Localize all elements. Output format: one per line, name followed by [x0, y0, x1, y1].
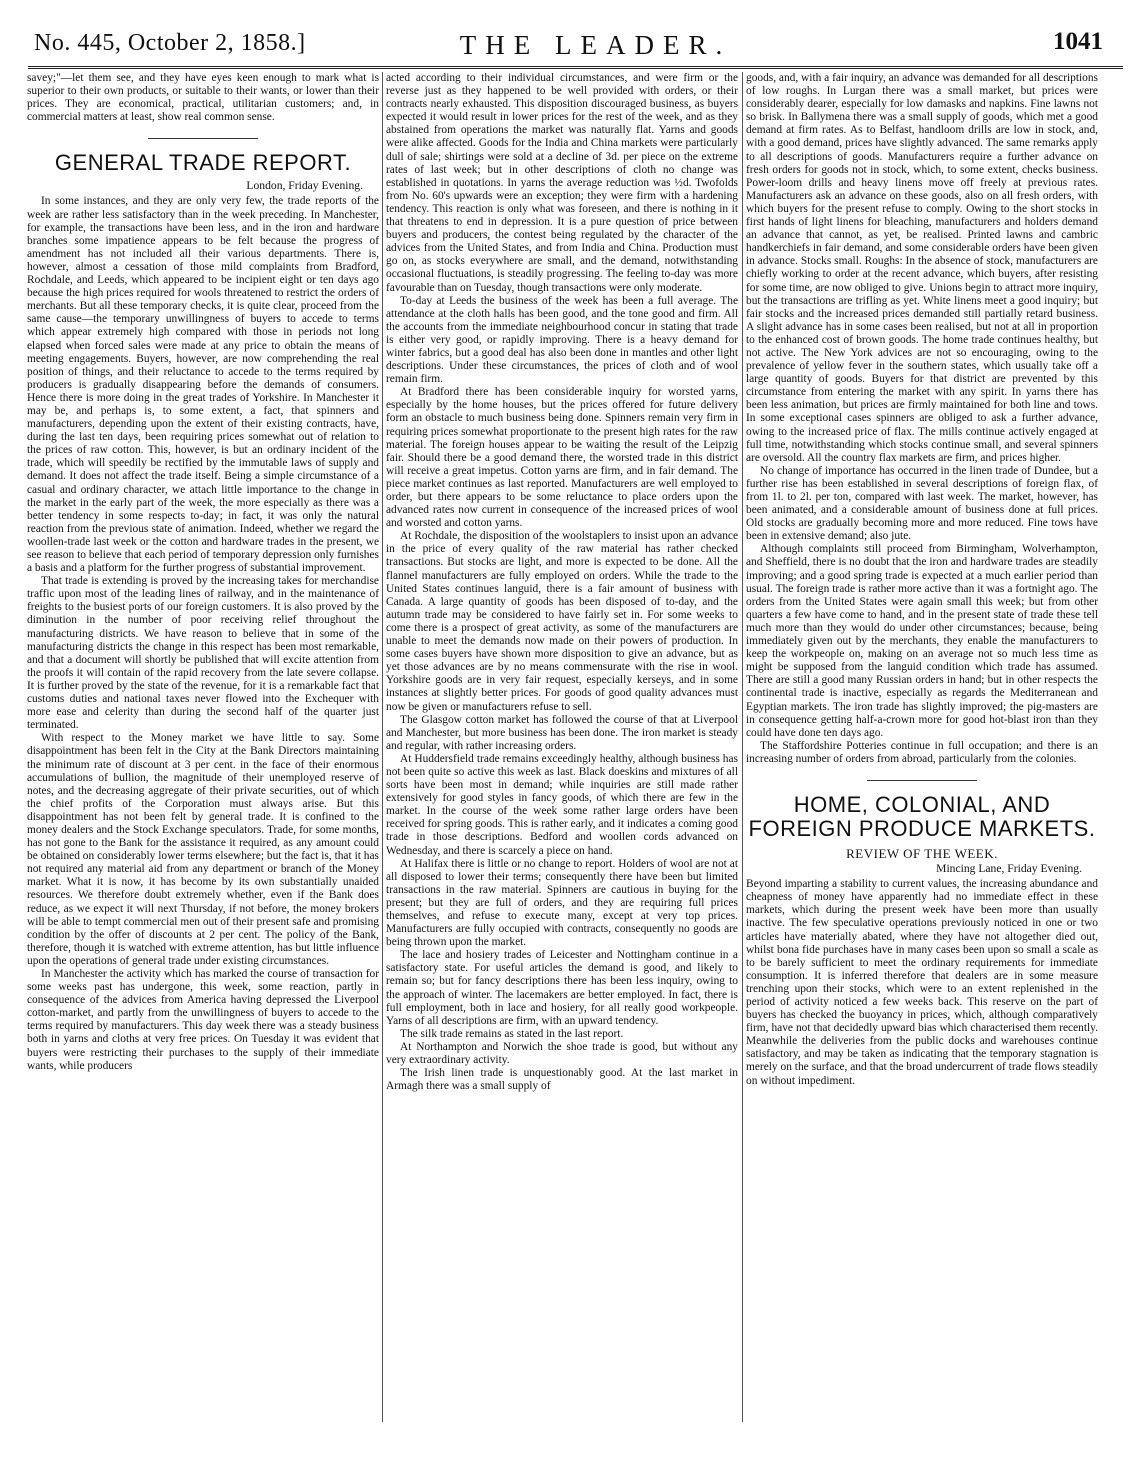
article-paragraph: At Halifax there is little or no change to report. Holders of wool are not at all disposed to lower their terms; consequently there have been but limited transactions in the raw material. Spinners are cautious in buying for the present; but they are full of orders, and they are requiring full prices themselves, and refuse to execute many, except at very top prices. Manufacturers are fully occupied with contracts, consequently no goods are being thrown upon the market.	[386, 857, 738, 949]
article-paragraph: In some instances, and they are only very few, the trade reports of the week are rather less satisfactory than in the week preceding. In Manchester, for example, the transactions have been less, and in the iron and hardware branches some impatience appears to be felt because the progress of amendment has not included all their various departments. There is, however, almost a cessation of those mild complaints from Bradford, Rochdale, and Leeds, which appeared to be incipient eight or ten days ago because the high prices required for wools threatened to restrict the orders of merchants. But all these temporary checks, it is quite clear, proceed from the same cause—the temporary unwillingness of buyers to accede to terms which appear extremely high compared with those in periods not long elapsed when forced sales were made at any price to obtain the means of meeting engagements. Buyers, however, are now comprehending the real position of things, and their reluctance to accede to the terms required by producers is gradually disappearing before the demands of consumers. Hence there is more doing in the great trades of Yorkshire. In Manchester it may be, and perhaps is, to some extent, a fact, that spinners and manufacturers, depending upon the extent of their existing contracts, have, during the last ten days, been requiring prices somewhat out of relation to the prices of raw cotton. This, however, is but an ordinary incident of the trade, which will speedily be rectified by the immutable laws of supply and demand. It does not affect the trade itself. Being a simple circumstance of a casual and ordinary character, we attach little importance to the change in the market in the early part of the week, the more especially as there was a better tendency in some respects to-day; in fact, it was only the natural reaction from the previous state of animation. Indeed, whether we regard the woollen-trade last week or the cotton and hardware trades in the present, we see reason to believe that each period of temporary depression only furnishes a basis and a platform for the further progress of substantial improvement.	[27, 195, 379, 575]
section-subtitle: REVIEW OF THE WEEK.	[846, 845, 998, 861]
section-rule	[148, 138, 258, 139]
column-2	[386, 72, 738, 1422]
article-paragraph: acted according to their individual circumstances, and were firm or the reverse just as they happened to be well provided with orders, or their contracts nearly exhausted. This disposition discouraged business, as buyers expected it would result in lower prices for the rest of the week, and as they abstained from operations the market was naturally flat. Yarns and goods were alike affected. Goods for the India and China markets were particularly dull of sale; shirtings were sold at a decline of 3d. per piece on the extreme rates of last week; but in other descriptions of cloth no change was established in quotations. In yarns the average reduction was ½d. Twofolds from No. 60's upwards were an exception; they were firm with a hardening tendency. This reaction is only what was foreseen, and there is nothing in it that threatens to end in depression. It is a pure question of price between buyers and producers, the contest being regulated by the character of the advices from the United States, and from India and China. Production must go on, as stocks everywhere are small, and the demand, notwithstanding occasional fluctuations, is steadily progressing. The feeling to-day was more favourable than on Tuesday, though transactions were only moderate.	[386, 72, 738, 294]
column-1	[27, 72, 379, 1422]
article-paragraph: At Rochdale, the disposition of the woolstaplers to insist upon an advance in the price of every quality of the raw material has rather checked transactions. But stocks are light, and more is expected to be done. All the flannel manufacturers are fully employed on orders. While the trade to the United States continues languid, there is a fair amount of business with Canada. A large quantity of goods has been disposed of to-day, and the autumn trade may be considered to have fairly set in. For some weeks to come there is a prospect of great activity, as some of the manufacturers are unable to meet the demands now made on their powers of production. In some cases buyers have shown more disposition to give an advance, but as yet those advances are by no means commensurate with the rise in wool. Yorkshire goods are in very fair request, especially kerseys, and in some instances at slightly better prices. For goods of good quality advances must now be given or manufacturers refuse to sell.	[386, 530, 738, 713]
article-paragraph: At Northampton and Norwich the shoe trade is good, but without any very extraordinary activity.	[386, 1040, 738, 1067]
section-rule	[867, 780, 977, 781]
section-title-trade-report: GENERAL TRADE REPORT.	[54, 150, 352, 176]
dateline: Mincing Lane, Friday Evening.	[936, 862, 1082, 876]
article-paragraph: At Huddersfield trade remains exceedingly healthy, although business has not been quite so active this week as last. Black doeskins and mixtures of all sorts have been most in demand; while inquiries are still made rather extensively for good styles in fancy goods, of which there are few in the market. In the course of the week some rather large orders have been received for spring goods. This is rather early, and it indicates a coming good trade in those descriptions. Bedford and woollen cords advanced on Wednesday, and there is scarcely a piece on hand.	[386, 752, 738, 857]
page-number: 1041	[1053, 28, 1103, 55]
article-paragraph: In Manchester the activity which has marked the course of transaction for some weeks past has undergone, this week, some reaction, partly in consequence of the advices from America having depressed the Liverpool cotton-market, and partly from the unwillingness of buyers to accede to the terms required by manufacturers. This day week there was a steady business both in yarns and cloths at very free prices. On Tuesday it was evident that buyers were restricting their purchases to the supply of their immediate wants, while producers	[27, 968, 379, 1072]
article-paragraph: To-day at Leeds the business of the week has been a full average. The attendance at the cloth halls has been good, and the tone good and firm. All the accounts from the immediate neighbourhood concur in stating that trade is either very good, or rapidly improving. There is a heavy demand for winter fabrics, but a good deal has also been done in mantles and other light descriptions. Under these circumstances, the prices of cloth and of wool remain firm.	[386, 294, 738, 386]
masthead-title: THE LEADER.	[459, 30, 732, 60]
page-header	[28, 22, 1123, 66]
article-paragraph: With respect to the Money market we have little to say. Some disappointment has been felt in the City at the Bank Directors maintaining the minimum rate of discount at 3 per cent. in the face of their enormous accumulations of bullion, the magnitude of their unemployed reserve of notes, and the decreasing aggregate of their private securities, out of which the chief profits of the Corporation must always arise. But this disappointment has not been felt by general trade. It is confined to the money dealers and the Stock Exchange speculators. Trade, for some months, has not gone to the Bank for the assistance it required, as any amount could be obtained on considerably lower terms elsewhere; but the fact is, that it has not required any material aid from any department or branch of the Money market. What it is now, it has become by its own substantially unaided resources. We therefore doubt extremely whether, even if the Bank does reduce, as we expect it will next Thursday, if not before, the money brokers will be able to tempt commercial men out of their present safe and promising condition by the offer of discounts at 2 per cent. The policy of the Bank, therefore, though it is watched with extreme attention, has but little influence upon the operations of general trade under existing circumstances.	[27, 732, 379, 967]
article-paragraph: The lace and hosiery trades of Leicester and Nottingham continue in a satisfactory state. For useful articles the demand is good, and likely to remain so; but for fancy descriptions there has been less inquiry, owing to the approach of winter. The lacemakers are better employed. In fact, there is full employment, both in lace and hosiery, for all really good workpeople. Yarns of all descriptions are firm, with an upward tendency.	[386, 949, 738, 1027]
header-rule	[28, 66, 1123, 71]
article-paragraph: The silk trade remains as stated in the last report.	[400, 1027, 624, 1040]
article-paragraph: No change of importance has occurred in the linen trade of Dundee, but a further rise has been established in several descriptions of foreign flax, of from 1l. to 2l. per ton, compared with last week. The market, however, has been animated, and a considerable amount of business done at full prices. Old stocks are gradually becoming more and more reduced. Fine tows have been in extensive demand; also jute.	[746, 464, 1098, 543]
article-paragraph: That trade is extending is proved by the increasing takes for merchandise traffic upon most of the leading lines of railway, and in the maintenance of freights to the busiest ports of our foreign customers. It is also proved by the diminution in the number of poor receiving relief throughout the manufacturing districts. We have reason to believe that in some of the manufacturing districts the change in this respect has been most remarkable, and that a document will shortly be published that will excite attention from the proofs it will contain of the rapid recovery from the late severe collapse. It is further proved by the state of the revenue, for it is a remarkable fact that customs duties and national taxes never flowed into the Exchequer with more ease and celerity than during the second half of the quarter just terminated.	[27, 575, 379, 732]
section-title-produce-markets: HOME, COLONIAL, AND FOREIGN PRODUCE MARKETS.	[748, 791, 1096, 841]
column-divider	[742, 72, 743, 1422]
column-divider	[382, 72, 383, 1422]
article-paragraph: The Glasgow cotton market has followed the course of that at Liverpool and Manchester, but more business has been done. The iron market is steady and regular, with rather increasing orders.	[386, 713, 738, 752]
dateline: London, Friday Evening.	[246, 179, 363, 193]
article-paragraph: goods, and, with a fair inquiry, an advance was demanded for all descriptions of low roughs. In Lurgan there was a small market, but prices were considerably dearer, especially for low damasks and napkins. Fine lawns not so brisk. In Ballymena there was a small supply of goods, which met a good demand at firm rates. As to Belfast, handloom drills are low in stock, and, with a good demand, prices have slightly advanced. The same remarks apply to all descriptions of goods. Manufacturers require a further advance on fresh orders for goods not in stock, which, to some extent, checks business. Power-loom drills and heavy linens move off freely at previous rates. Manufacturers ask an advance on these goods, also on all fresh orders, with which buyers for the present refuse to comply. Owing to the short stocks in first hands of light linens for bleaching, manufacturers and holders demand an advance that cannot, as yet, be realised. Printed lawns and cambric handkerchiefs in fair demand, and some considerable orders have been given in advance. Stocks small. Roughs: In the absence of stock, manufacturers are chiefly working to order at the recent advance, which buyers, after resisting for some time, are now obliged to give. Unions begin to attract more inquiry, but the transactions are trifling as yet. White linens meet a good inquiry; but fair stocks and the increased prices demanded still partially retard business. A slight advance has in some cases been realised, but not at all in proportion to the enhanced cost of brown goods. The home trade continues healthy, but not active. The New York advices are not so encouraging, owing to the prevalence of yellow fever in the southern states, which usually take off a large quantity of goods. Buyers for that district are prevented by this circumstance from entering the market with any spirit. In yarns there has been less animation, but prices are firmly maintained for both line and tows. In some exceptional cases spinners are obliged to ask a further advance, owing to the increased price of flax. The mills continue actively engaged at full time, notwithstanding which stocks continue small, and several spinners are oversold. All the country flax markets are firm, and prices higher.	[746, 72, 1098, 464]
intro-paragraph: savey;"—let them see, and they have eyes keen enough to mark what is superior to their own products, or suitable to their wants, or lower than their prices. They are economical, practical, utilitarian customers; and, in commercial matters at least, show real common sense.	[27, 72, 379, 124]
article-paragraph: The Staffordshire Potteries continue in full occupation; and there is an increasing number of orders from abroad, particularly from the colonies.	[746, 739, 1098, 765]
review-paragraph: Beyond imparting a stability to current values, the increasing abundance and cheapness of money have apparently had no immediate effect in these markets, which during the present week have been more than usually inactive. The few speculative operations previously noticed in one or two articles have materially abated, where they have not altogether died out, whilst bona fide purchases have in many cases been upon so small a scale as to be barely sufficient to meet the ordinary requirements for immediate consumption. It is inferred therefore that dealers are in some measure trenching upon their stocks, which were to an extent replenished in the period of activity noticed a few weeks back. This reserve on the part of buyers has checked the buoyancy in prices, which, although comparatively firm, have not that decidedly upward bias which characterised them recently. Meanwhile the deliveries from the public docks and warehouses continue satisfactory, and may be taken as indicating that the temporary stagnation is merely on the surface, and that the broad undercurrent of trade flows steadily on without impediment.	[746, 878, 1098, 1087]
column-3	[746, 72, 1098, 1422]
article-paragraph: At Bradford there has been considerable inquiry for worsted yarns, especially by the home houses, but the prices offered for future delivery form an obstacle to much business being done. Spinners remain very firm in requiring prices somewhat proportionate to the present high rates for the raw material. The foreign houses appear to be waiting the result of the Leipzig fair. Should there be a good demand there, the worsted trade in this district will receive a great impetus. Cotton yarns are firm, and in fair demand. The piece market continues as last reported. Manufacturers are well employed to order, but there appears to be some reluctance to place orders upon the advanced rates now current in consequence of the increased prices of wool and worsted and cotton yarns.	[386, 386, 738, 530]
article-paragraph: Although complaints still proceed from Birmingham, Wolverhampton, and Sheffield, there is no doubt that the iron and hardware trades are steadily improving; and a good spring trade is expected at a much earlier period than usual. The foreign trade is rather more active than it was a fortnight ago. The orders from the United States were again small this week; but from other quarters a few have come to hand, and in the present state of trade these tell much more than they would do under other circumstances; because, being immediately given out by the merchants, they enable the manufacturers to keep the workpeople on, making on an average not so much less time as might be supposed from the languid condition which trade has assumed. There are still a good many Russian orders in hand; but in other respects the continental trade is inactive, especially as regards the Mediterranean and Egyptian markets. The iron trade has slightly improved; the pig-masters are in consequence getting half-a-crown more for good hot-blast iron than they could have done ten days ago.	[746, 543, 1098, 739]
issue-number: No. 445, October 2, 1858.]	[34, 30, 306, 56]
article-paragraph: The Irish linen trade is unquestionably good. At the last market in Armagh there was a small supply of	[386, 1067, 738, 1093]
